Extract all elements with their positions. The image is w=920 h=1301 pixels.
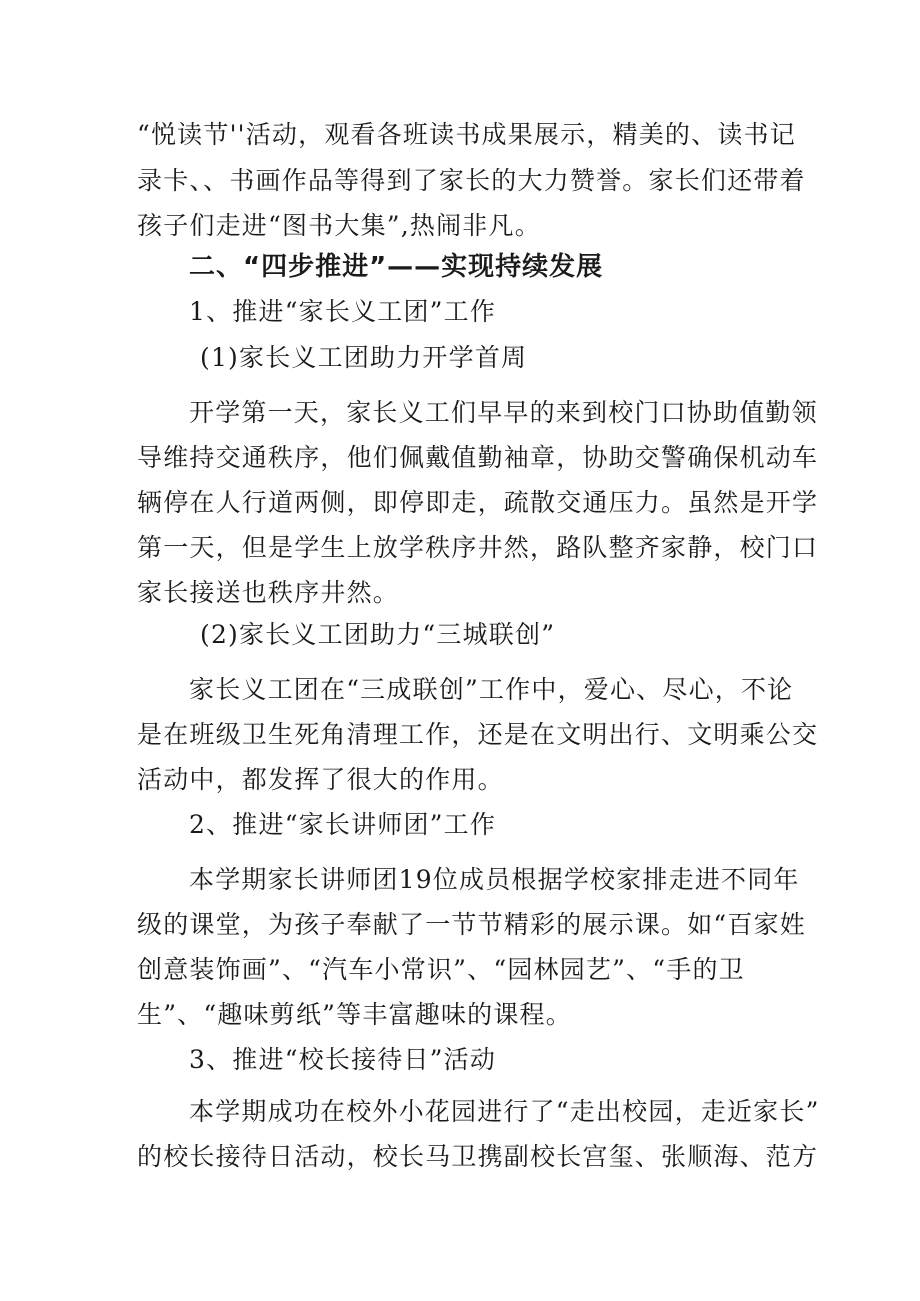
paragraph-line: 活动中，都发挥了很大的作用。 [137, 765, 504, 794]
item-heading: (2)家长义工团助力“三城联创” [200, 620, 556, 649]
paragraph-line: 创意装饰画”、“汽车小常识”、“园林园艺”、“手的卫 [137, 955, 745, 984]
paragraph-line: 本学期家长讲师团19位成员根据学校家排走进不同年 [189, 865, 800, 894]
paragraph-line: 级的课堂，为孩子奉献了一节节精彩的展示课。如“百家姓 [137, 910, 806, 939]
paragraph-line: 辆停在人行道两侧，即停即走，疏散交通压力。虽然是开学 [137, 488, 819, 517]
item-heading: (1)家长义工团助力开学首周 [200, 343, 528, 372]
paragraph-line: 是在班级卫生死角清理工作，还是在文明出行、文明乘公交 [137, 720, 819, 749]
paragraph-line: 生”、“趣味剪纸”等丰富趣味的课程。 [137, 1000, 572, 1029]
paragraph-line: 录卡、、书画作品等得到了家长的大力赞誉。家长们还带着 [137, 166, 806, 195]
paragraph-line: 的校长接待日活动，校长马卫携副校长宫玺、张顺海、范方 [137, 1142, 819, 1171]
paragraph-line: 家长接送也秩序井然。 [137, 578, 400, 607]
paragraph-line: 开学第一天，家长义工们早早的来到校门口协助值勤领 [189, 398, 818, 427]
paragraph-line: 导维持交通秩序，他们佩戴值勤袖章，协助交警确保机动车 [137, 443, 819, 472]
paragraph-line: 孩子们走进“图书大集”,热闹非凡。 [137, 211, 541, 240]
section-heading: 二、“四步推进”——实现持续发展 [189, 252, 604, 282]
paragraph-line: 本学期成功在校外小花园进行了“走出校园，走近家长” [189, 1097, 820, 1126]
subsection-heading: 3、推进“校长接待日”活动 [189, 1045, 497, 1074]
paragraph-line: “悦读节''活动，观看各班读书成果展示，精美的、读书记 [137, 120, 796, 149]
paragraph-line: 家长义工团在“三成联创”工作中，爱心、尽心，不论 [189, 675, 794, 704]
paragraph-line: 第一天，但是学生上放学秩序井然，路队整齐家静，校门口 [137, 533, 819, 562]
subsection-heading: 2、推进“家长讲师团”工作 [189, 810, 497, 839]
subsection-heading: 1、推进“家长义工团”工作 [189, 297, 497, 326]
